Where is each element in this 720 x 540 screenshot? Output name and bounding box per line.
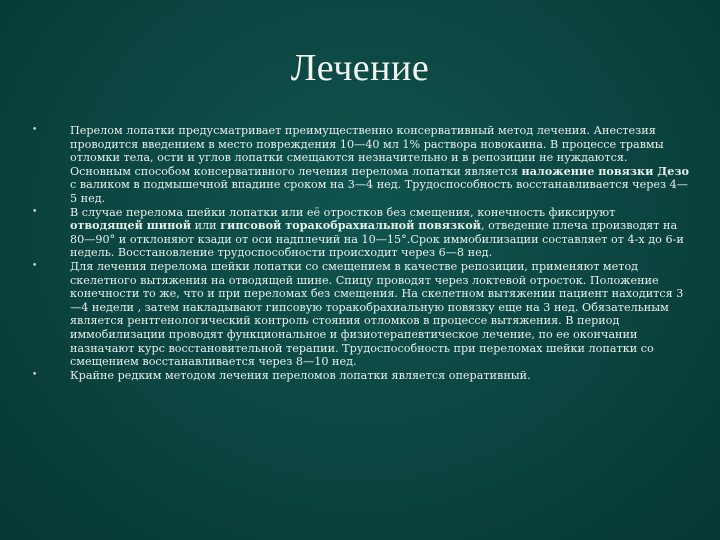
text-run: Перелом лопатки предусматривает преимущественно консервативный метод лечения. Анестезия проводится введением в место повреждения 10—40 мл 1% раствора новокаина. В процессе травмы отломки тела, ости и углов лопатки смещаются незначительно и в репозиции не нуждаются. Основным способом консервативного лечения перелома лопатки является (70, 124, 664, 178)
bullet-item (30, 206, 690, 260)
bullet-text (70, 206, 690, 260)
bullet-marker: • (32, 206, 38, 217)
bullet-text (70, 369, 690, 383)
bullet-text (70, 124, 690, 206)
text-run: Для лечения перелома шейки лопатки со смещением в качестве репозиции, применяют метод скелетного вытяжения на отводящей шине. Спицу проводят через локтевой отросток. Положение конечности то же, что и при переломах без смещения. На скелетном вытяжении пациент находится 3—4 недели , затем накладывают гипсовую торакобрахиальную повязку еще на 3 нед. Обязательным является рентгенологический контроль стояния отломков в процессе вытяжения. В период иммобилизации проводят функциональное и физиотерапевтическое лечение, по ее окончании назначают курс восстановительной терапии. Трудоспособность при переломах шейки лопатки со смещением восстанавливается через 8—10 нед. (70, 259, 684, 369)
bullet-item (30, 124, 690, 206)
bold-text-run: наложение повязки Дезо (521, 163, 689, 178)
slide-title: Лечение (290, 47, 430, 89)
bold-text-run: гипсовой торакобрахиальной повязкой (220, 218, 481, 233)
text-run: с валиком в подмышечной впадине сроком на 3—4 нед. Трудоспособность восстанавливается через 4—5 нед. (70, 178, 688, 205)
bullet-marker: • (32, 369, 38, 380)
bullet-list (30, 124, 690, 382)
text-run: В случае перелома шейки лопатки или её отростков без смещения, конечность фиксируют (70, 205, 616, 219)
text-run: или (191, 219, 221, 233)
bullet-marker: • (32, 125, 38, 135)
text-run: , отведение плеча производят на 80—90° и отклоняют кзади от оси надплечий на 10—15°.Срок иммобилизации составляет от 4-х до 6-и недель. Восстановление трудоспособности происходит через 6—8 нед. (70, 219, 684, 260)
bullet-marker: • (32, 260, 38, 271)
bullet-item (30, 369, 690, 383)
bullet-text (70, 260, 690, 369)
bullet-item (30, 260, 690, 369)
text-run: Крайне редким методом лечения переломов лопатки является оперативный. (70, 368, 531, 382)
bold-text-run: отводящей шиной (70, 218, 192, 233)
